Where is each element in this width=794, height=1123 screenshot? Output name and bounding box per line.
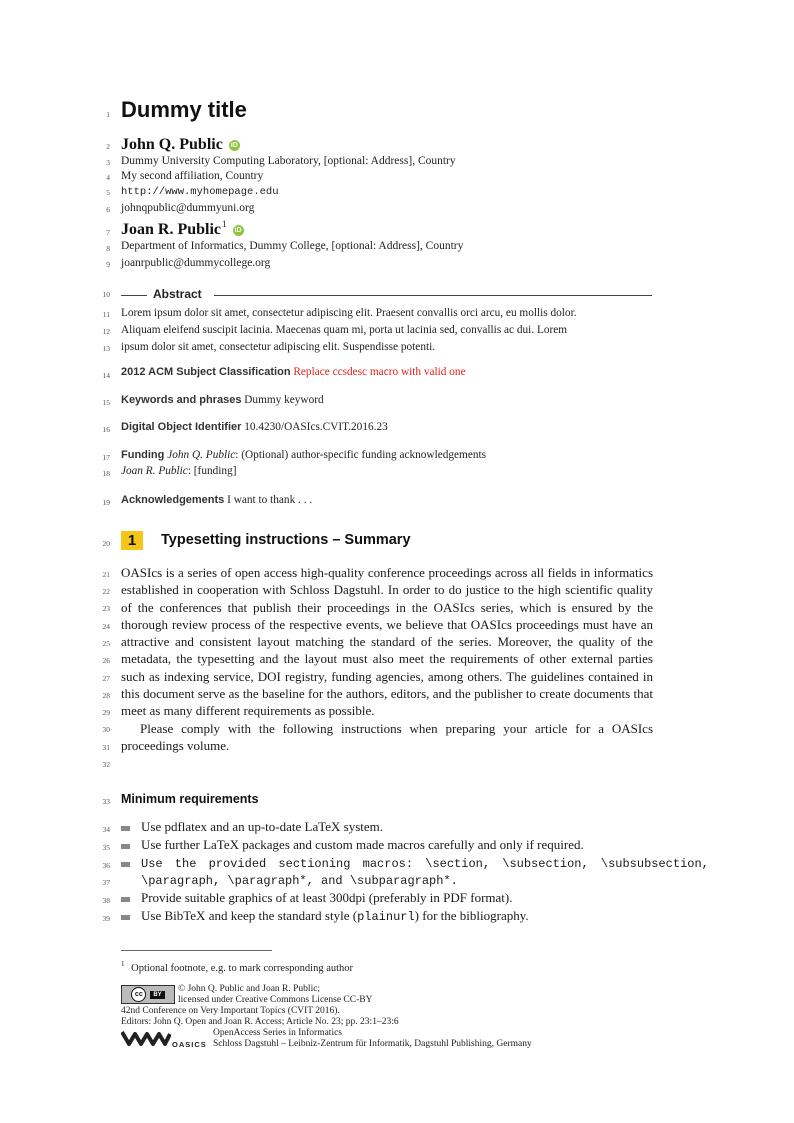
line-number: 4: [106, 173, 110, 182]
series-line[interactable]: OpenAccess Series in Informatics: [213, 1028, 343, 1038]
requirement-item-4: Provide suitable graphics of at least 300dpi (preferably in PDF format).: [141, 890, 513, 905]
line-number: 15: [102, 398, 110, 407]
doi-label: Digital Object Identifier: [121, 421, 242, 433]
requirement-item-2: Use further LaTeX packages and custom made macros carefully and only if required.: [141, 837, 584, 852]
line-number: 28: [102, 691, 110, 700]
funding-name-2: Joan R. Public: [121, 465, 188, 477]
abstract-line: ipsum dolor sit amet, consectetur adipiscing elit. Suspendisse potenti.: [121, 341, 436, 353]
author-1: [121, 136, 240, 154]
funding-text-2: : [funding]: [187, 465, 237, 477]
line-number: 20: [102, 539, 110, 548]
line-number: 10: [102, 290, 110, 299]
requirement-item-5: [141, 908, 653, 924]
abstract-rule-left: [121, 295, 147, 296]
author-1-homepage-link[interactable]: http://www.myhomepage.edu: [121, 186, 279, 198]
license-copyright: © John Q. Public and Joan R. Public;: [178, 984, 321, 994]
line-number: 11: [102, 310, 110, 319]
line-number: 3: [106, 158, 110, 167]
bullet-icon: [121, 826, 130, 831]
author-2-email[interactable]: joanrpublic@dummycollege.org: [121, 257, 271, 269]
acm-label: 2012 ACM Subject Classification: [121, 366, 291, 378]
requirement-item-3: [141, 855, 709, 871]
author-1-affiliation: Dummy University Computing Laboratory, [optional: Address], Country: [121, 155, 456, 167]
line-number: 1: [106, 110, 110, 119]
author-2-affiliation: Department of Informatics, Dummy College, [optional: Address], Country: [121, 240, 464, 252]
editors-line: Editors: John Q. Open and Joan R. Access; Article No. 23; pp. 23:1–23:6: [121, 1017, 399, 1027]
requirement-item-3-line-2: \paragraph, \paragraph*, and \subparagraph*.: [141, 874, 458, 888]
line-number: 23: [102, 604, 110, 613]
conference-line: 42nd Conference on Very Important Topics (CVIT 2016).: [121, 1006, 340, 1016]
cc-by-icon: BY: [150, 991, 164, 999]
cc-license-icon[interactable]: [121, 985, 175, 1004]
line-number: 9: [106, 260, 110, 269]
line-number: 30: [102, 725, 110, 734]
acknowledgements-value: I want to thank . . .: [227, 494, 313, 506]
line-number: 22: [102, 587, 110, 596]
funding-name-1: John Q. Public: [167, 449, 236, 461]
doi: [121, 421, 388, 433]
line-number: 39: [102, 914, 110, 923]
section-number: 1: [121, 531, 143, 550]
line-number: 18: [102, 469, 110, 478]
line-number: 38: [102, 896, 110, 905]
author-1-name: John Q. Public: [121, 136, 223, 153]
line-number: 13: [102, 344, 110, 353]
requirement-item-5-a: Use BibTeX and keep the standard style (: [141, 908, 358, 923]
requirement-item-1: Use pdflatex and an up-to-date LaTeX system.: [141, 819, 384, 834]
author-1-email[interactable]: johnqpublic@dummyuni.org: [121, 202, 255, 214]
orcid-icon[interactable]: iD: [230, 141, 238, 149]
acknowledgements-label: Acknowledgements: [121, 494, 225, 506]
line-number: 8: [106, 244, 110, 253]
line-number: 5: [106, 188, 110, 197]
line-number: 16: [102, 425, 110, 434]
acm-classification: [121, 366, 466, 378]
author-2: [121, 221, 244, 239]
footnote: [121, 960, 353, 974]
paper-title: Dummy title: [121, 97, 247, 122]
bullet-icon: [121, 844, 130, 849]
line-number: 25: [102, 639, 110, 648]
line-number: 36: [102, 861, 110, 870]
abstract-line: Lorem ipsum dolor sit amet, consectetur adipiscing elit. Praesent convallis orci arcu, eu mollis dolor.: [121, 307, 577, 319]
line-number: 12: [102, 327, 110, 336]
bullet-icon: [121, 915, 130, 920]
funding-line-2: [121, 465, 236, 477]
funding-label: Funding: [121, 449, 165, 461]
line-number: 14: [102, 371, 110, 380]
publisher-line: Schloss Dagstuhl – Leibniz-Zentrum für Informatik, Dagstuhl Publishing, Germany: [213, 1039, 532, 1049]
line-number: 37: [102, 878, 110, 887]
line-number: 31: [102, 743, 110, 752]
funding: [121, 449, 486, 461]
acm-value: Replace ccsdesc macro with valid one: [293, 366, 466, 378]
line-number: 34: [102, 825, 110, 834]
footnote-mark[interactable]: 1: [222, 219, 227, 229]
bullet-icon: [121, 862, 130, 867]
subsection-heading: Minimum requirements: [121, 792, 259, 806]
abstract-heading: Abstract: [153, 287, 202, 301]
requirement-item-5-b: ) for the bibliography.: [414, 908, 529, 923]
paragraph-2: Please comply with the following instructions when preparing your article for a OASIcs proceedings volume.: [121, 720, 653, 753]
line-number: 7: [106, 228, 110, 237]
abstract-rule-right: [214, 295, 652, 296]
footnote-text: Optional footnote, e.g. to mark corresponding author: [131, 962, 354, 974]
line-number: 32: [102, 760, 110, 769]
line-number: 27: [102, 674, 110, 683]
abstract-line: Aliquam eleifend suscipit lacinia. Maecenas quam mi, porta ut lacinia sed, convallis ac dui. Lorem: [121, 324, 568, 336]
doi-value[interactable]: 10.4230/OASIcs.CVIT.2016.23: [244, 421, 388, 433]
acknowledgements: [121, 494, 312, 506]
keywords-value: Dummy keyword: [244, 394, 324, 406]
footnote-number: 1: [121, 960, 125, 968]
line-number: 24: [102, 622, 110, 631]
license-line[interactable]: licensed under Creative Commons License CC-BY: [178, 995, 373, 1005]
line-number: 29: [102, 708, 110, 717]
section-title: Typesetting instructions – Summary: [161, 532, 411, 548]
author-2-name: Joan R. Public: [121, 221, 222, 238]
bullet-icon: [121, 897, 130, 902]
line-number: 33: [102, 797, 110, 806]
cc-logo-icon: cc: [131, 987, 146, 1002]
oasics-logo-icon: [121, 1028, 171, 1048]
line-number: 26: [102, 656, 110, 665]
line-number: 17: [102, 453, 110, 462]
orcid-icon[interactable]: iD: [234, 226, 242, 234]
section-body: [121, 564, 653, 754]
paragraph-1: OASIcs is a series of open access high-quality conference proceedings across all fields in informatics established in cooperation with Schloss Dagstuhl. In order to do justice to the high scientific quality of the conferences that publish their proceedings in the OASIcs series, which is ensured by the thorough review process of the respective events, we believe that OASIcs proceedings must have an attractive and consistent layout matching the standard of the series. Moreover, the quality of the metadata, the typesetting and the layout must also meet the requirements of other external parties such as indexing service, DOI registry, funding agencies, among others. The guidelines contained in this document serve as the baseline for the authors, editors, and the publisher to create documents that meet as many different requirements as possible.: [121, 565, 653, 719]
requirement-item-3-cont: [141, 872, 653, 888]
funding-text-1: : (Optional) author-specific funding acknowledgements: [235, 449, 487, 461]
line-number: 21: [102, 570, 110, 579]
abstract-body: [121, 305, 653, 356]
line-number: 19: [102, 498, 110, 507]
requirement-item-5-code: plainurl: [357, 910, 415, 924]
keywords: [121, 394, 324, 406]
footnote-rule: [121, 950, 272, 951]
author-1-affiliation-2: My second affiliation, Country: [121, 170, 264, 182]
requirement-item-3-line-1: Use the provided sectioning macros: \section, \subsection, \subsubsection,: [141, 857, 709, 871]
oasics-logo-text: OASICS: [172, 1040, 207, 1049]
oasics-logo[interactable]: [121, 1028, 171, 1048]
keywords-label: Keywords and phrases: [121, 394, 242, 406]
line-number: 6: [106, 205, 110, 214]
line-number: 35: [102, 843, 110, 852]
line-number: 2: [106, 142, 110, 151]
